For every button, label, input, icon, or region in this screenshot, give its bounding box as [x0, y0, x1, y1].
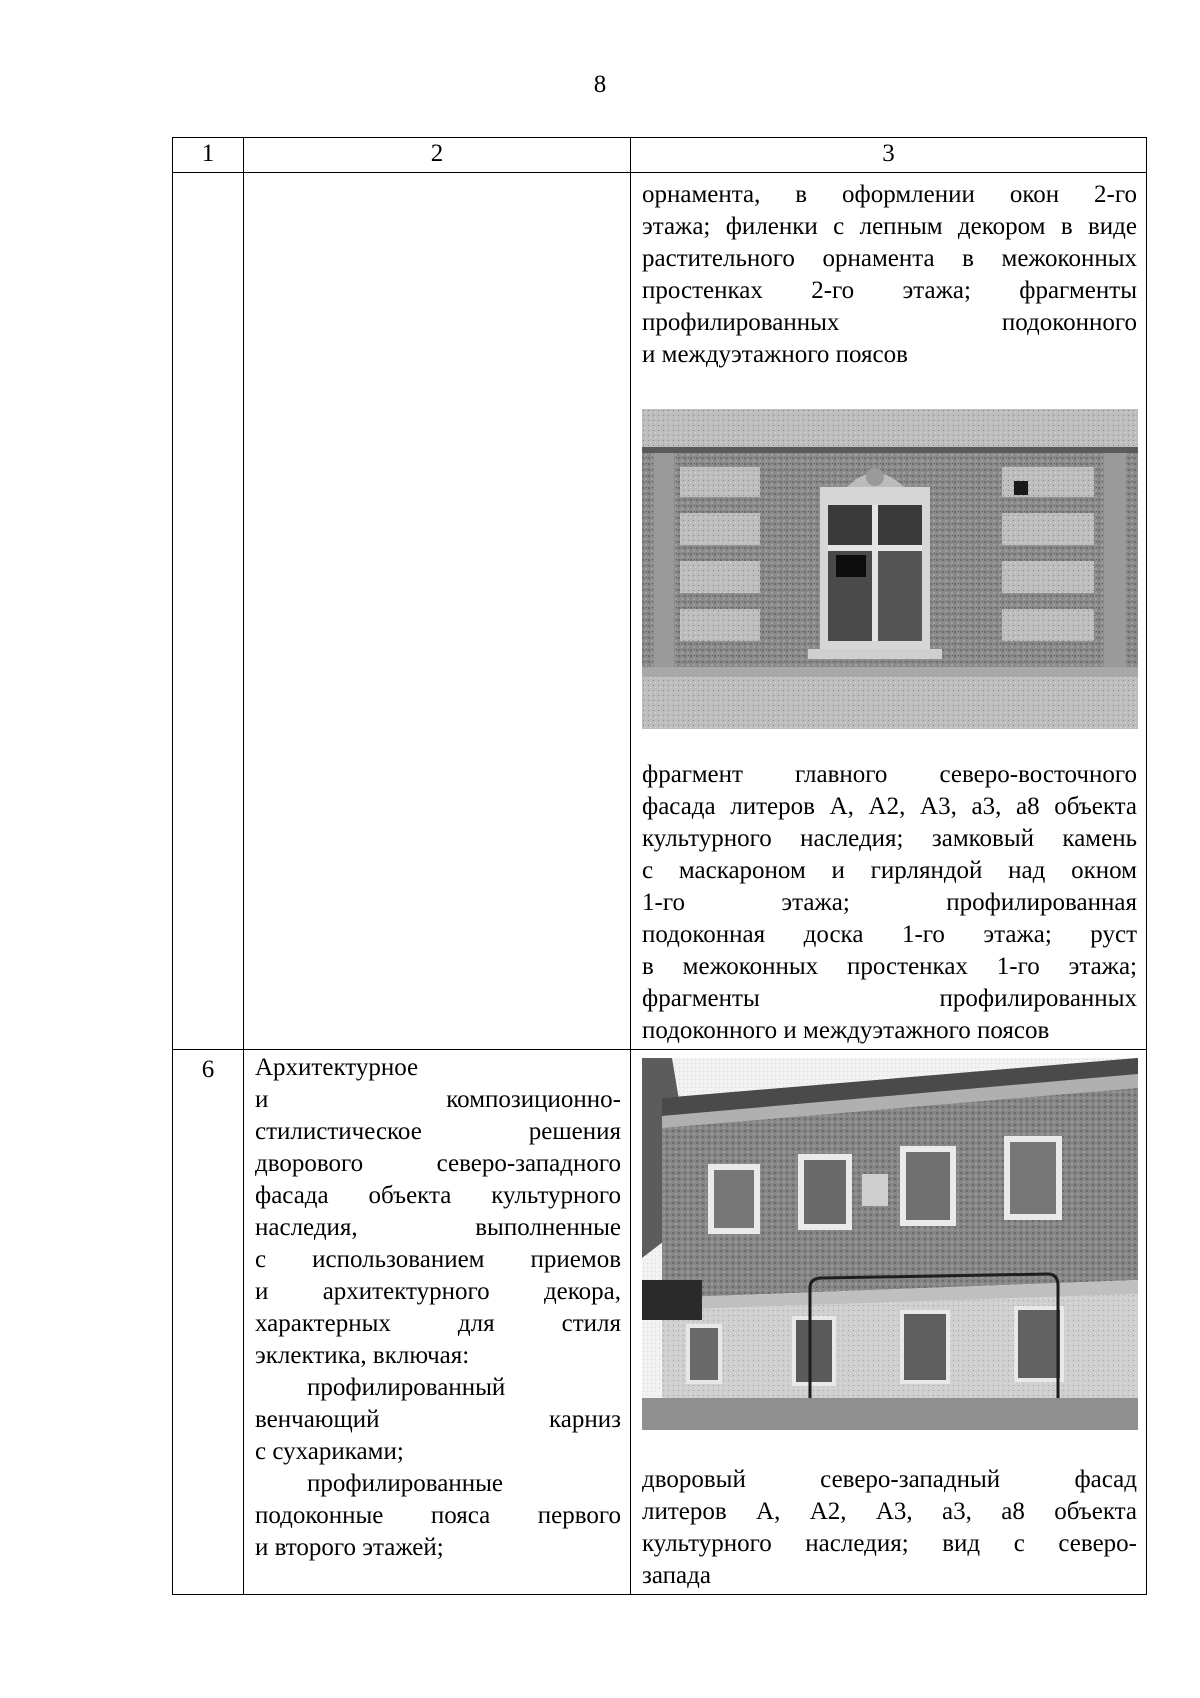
- table-row-continued: [173, 173, 1147, 1050]
- text-line: орнамента, в оформлении окон 2-го: [642, 181, 1137, 208]
- text-line: с маскароном и гирляндой над окном: [642, 857, 1137, 884]
- text-line: с использованием приемов: [255, 1246, 621, 1273]
- table-row-6: [173, 1050, 1147, 1595]
- text-line: литеров А, А2, А3, а3, а8 объекта: [642, 1498, 1137, 1525]
- text-line: культурного наследия; вид с северо-: [642, 1530, 1137, 1557]
- courtyard-photo-caption: [642, 1464, 1137, 1592]
- cell-number-empty: [173, 173, 244, 1050]
- text-line: профилированный: [307, 1374, 506, 1401]
- text-line: венчающий карниз: [255, 1406, 621, 1433]
- text-line: стилистическое решения: [255, 1118, 621, 1145]
- text-line: характерных для стиля: [255, 1310, 621, 1337]
- text-line: Архитектурное: [255, 1054, 419, 1081]
- text-line: в межоконных простенках 1-го этажа;: [642, 953, 1137, 980]
- text-line: с сухариками;: [255, 1438, 404, 1465]
- text-line: и архитектурного декора,: [255, 1278, 621, 1305]
- text-line: и второго этажей;: [255, 1534, 444, 1561]
- text-line: культурного наследия; замковый камень: [642, 825, 1137, 852]
- text-line: этажа; филенки с лепным декором в виде: [642, 213, 1137, 240]
- cell-description-empty: [244, 173, 631, 1050]
- table-header-row: [173, 138, 1147, 173]
- text-line: профилированные: [307, 1470, 504, 1497]
- row-number: 6: [173, 1050, 244, 1595]
- page-number: 8: [593, 71, 607, 98]
- text-line: фасада объекта культурного: [255, 1182, 621, 1209]
- text-line: подоконного и междуэтажного поясов: [642, 1017, 1050, 1044]
- continued-description: [642, 179, 1137, 371]
- text-line: запада: [642, 1562, 711, 1589]
- header-col-3: 3: [631, 138, 1147, 173]
- text-line: 1-го этажа; профилированная: [642, 889, 1137, 916]
- text-line: подоконная доска 1-го этажа; руст: [642, 921, 1137, 948]
- window-photo-caption: [642, 759, 1137, 1047]
- text-line: фрагмент главного северо-восточного: [642, 761, 1137, 788]
- header-col-2: 2: [244, 138, 631, 173]
- text-line: и композиционно-: [255, 1086, 621, 1113]
- text-line: дворовый северо-западный фасад: [642, 1466, 1137, 1493]
- text-line: фрагменты профилированных: [642, 985, 1137, 1012]
- row-6-photo-cell: [631, 1050, 1147, 1595]
- window-facade-photo: [642, 409, 1138, 729]
- courtyard-facade-photo: [642, 1058, 1138, 1430]
- text-line: дворового северо-западного: [255, 1150, 621, 1177]
- text-line: растительного орнамента в межоконных: [642, 245, 1137, 272]
- heritage-table: [172, 137, 1147, 1595]
- text-line: фасада литеров А, А2, А3, а3, а8 объекта: [642, 793, 1137, 820]
- text-line: профилированных подоконного: [642, 309, 1137, 336]
- text-line: наследия, выполненные: [255, 1214, 621, 1241]
- text-line: эклектика, включая:: [255, 1342, 470, 1369]
- text-line: подоконные пояса первого: [255, 1502, 621, 1529]
- text-line: простенках 2-го этажа; фрагменты: [642, 277, 1137, 304]
- row-6-description: [244, 1050, 631, 1595]
- text-line: и междуэтажного поясов: [642, 341, 908, 368]
- cell-photos: [631, 173, 1147, 1050]
- header-col-1: 1: [173, 138, 244, 173]
